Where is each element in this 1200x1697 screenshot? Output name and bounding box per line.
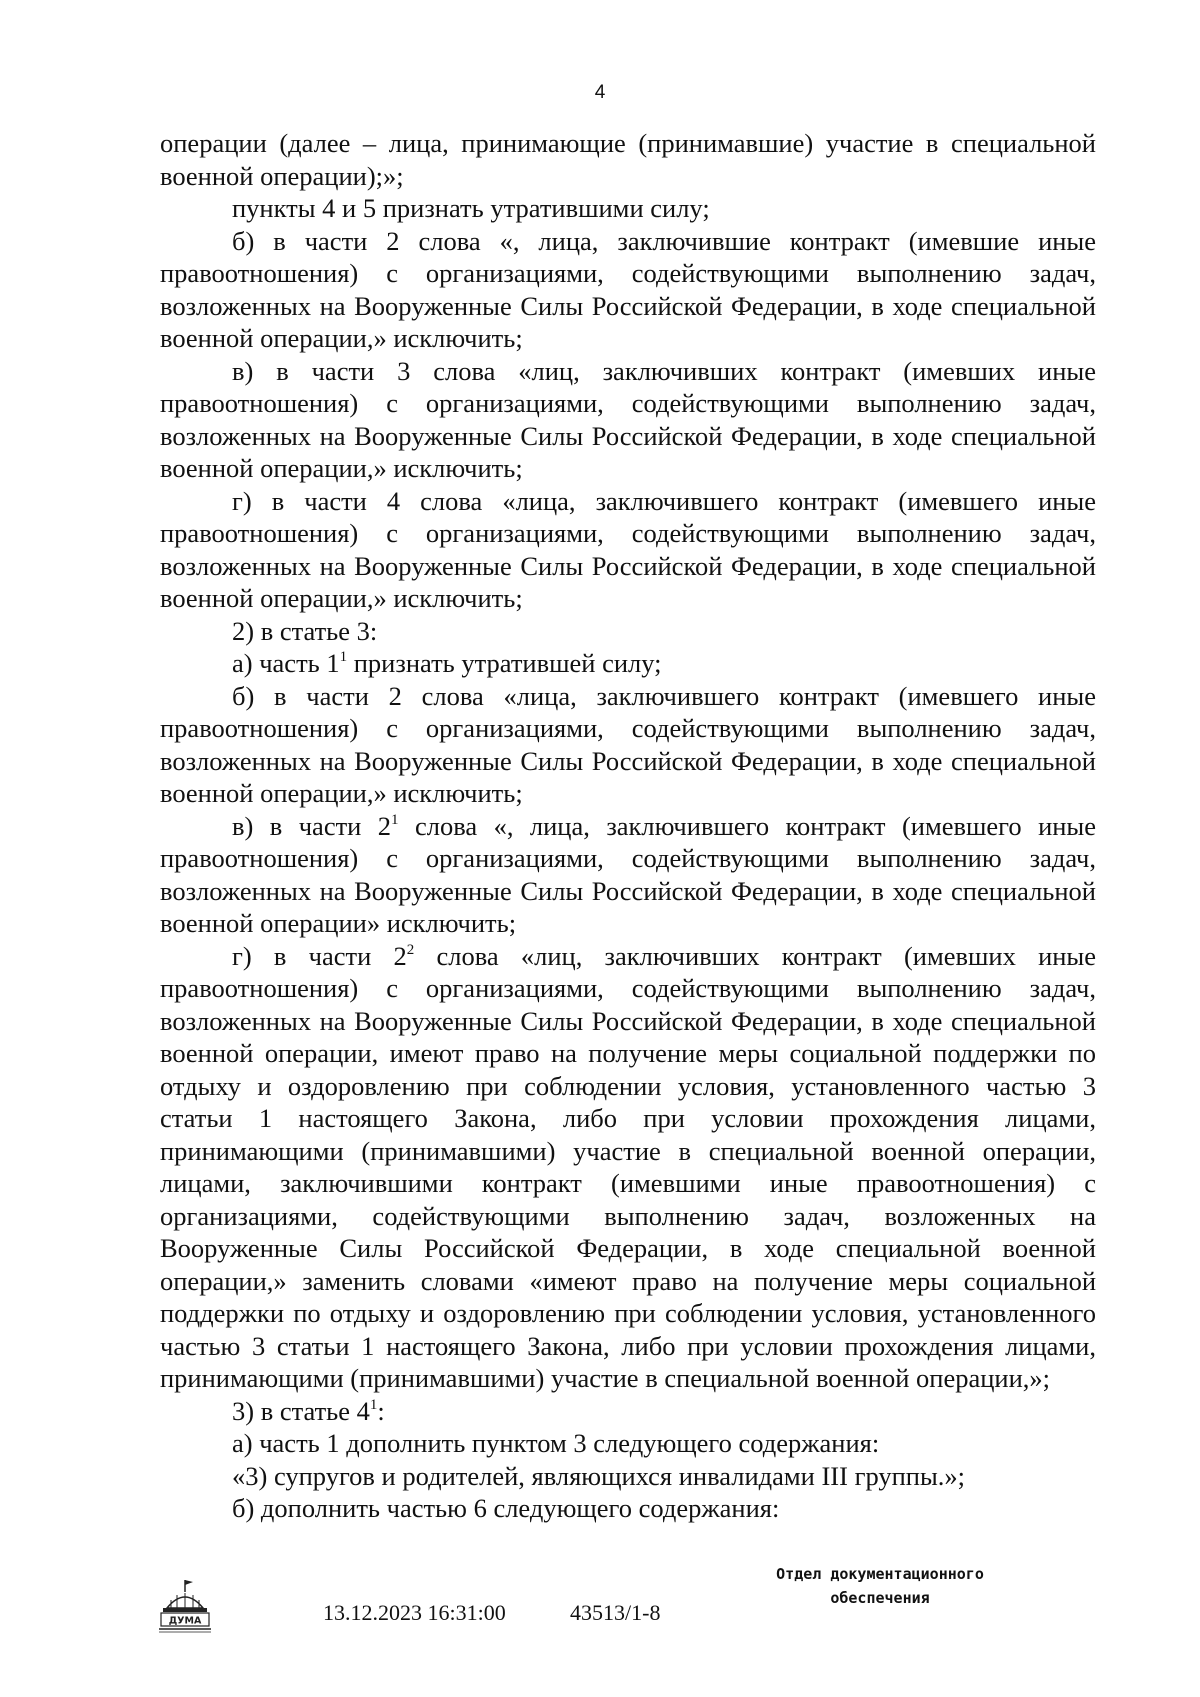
paragraph-text: 3) в статье 4 — [232, 1395, 370, 1426]
paragraph — [160, 192, 1096, 225]
department-line-1: Отдел документационного — [776, 1565, 984, 1583]
paragraph-text: г) в части 4 слова «лица, заключившего контракт (имевшего иные правоотношения) с организациями, содействующими выполнению задач, возложенных на Вооруженные Силы Российской Федерации, в ходе специальной военной операции,» исключить; — [160, 485, 1096, 613]
paragraph-text: признать утратившей силу; — [347, 648, 662, 678]
superscript: 1 — [391, 811, 399, 828]
paragraph-text: «3) супругов и родителей, являющихся инвалидами III группы.»; — [232, 1460, 965, 1491]
paragraph — [160, 355, 1096, 485]
paragraph — [160, 1492, 1096, 1525]
paragraph — [160, 1460, 1096, 1493]
duma-logo-icon — [157, 1578, 213, 1636]
paragraph — [160, 127, 1096, 192]
paragraph-text: б) в части 2 слова «лица, заключившего контракт (имевшего иные правоотношения) с организациями, содействующими выполнению задач, возложенных на Вооруженные Силы Российской Федерации, в ходе специальной военной операции,» исключить; — [160, 680, 1096, 808]
paragraph — [160, 225, 1096, 355]
paragraph-text: слова «, лица, заключившего контракт (имевшего иные правоотношения) с организациями, содействующими выполнению задач, возложенных на Вооруженные Силы Российской Федерации, в ходе специальной военной операции» исключить; — [160, 810, 1096, 938]
paragraph-text: слова «лиц, заключивших контракт (имевших иные правоотношения) с организациями, содействующими выполнению задач, возложенных на Вооруженные Силы Российской Федерации, в ходе специальной военной операции, имеют право на получение меры социальной поддержки по отдыху и оздоровлению при соблюдении условия, установленного частью 3 статьи 1 настоящего Закона, либо при условии прохождения лицами, принимающими (принимавшими) участие в специальной военной операции, лицами, заключившими контракт (имевшими иные правоотношения) с организациями, содействующими выполнению задач, возложенных на Вооруженные Силы Российской Федерации, в ходе специальной военной операции,» заменить словами «имеют право на получение меры социальной поддержки по отдыху и оздоровлению при соблюдении условия, установленного частью 3 статьи 1 настоящего Закона, либо при условии прохождения лицами, принимающими (принимавшими) участие в специальной военной операции,»; — [160, 940, 1096, 1393]
page-number: 4 — [594, 82, 606, 103]
paragraph-text: операции (далее – лица, принимающие (принимавшие) участие в специальной военной операции);»; — [160, 128, 1096, 191]
footer-department-stamp — [735, 1562, 1025, 1610]
paragraph-text: в) в части 2 — [232, 810, 392, 841]
paragraph-text: а) часть 1 — [232, 648, 340, 678]
paragraph — [160, 810, 1096, 940]
footer-registration-number: 43513/1-8 — [570, 1600, 661, 1625]
paragraph — [160, 680, 1096, 810]
paragraph — [160, 485, 1096, 615]
paragraph-text: : — [377, 1395, 385, 1426]
paragraph-text: б) в части 2 слова «, лица, заключившие контракт (имевшие иные правоотношения) с организациями, содействующими выполнению задач, возложенных на Вооруженные Силы Российской Федерации, в ходе специальной военной операции,» исключить; — [160, 225, 1096, 353]
paragraph-text: 2) в статье 3: — [232, 615, 378, 646]
svg-text:ДУМА: ДУМА — [168, 1615, 202, 1627]
paragraph-text: г) в части 2 — [232, 940, 407, 971]
paragraph — [160, 647, 1096, 680]
footer-date: 13.12.2023 16:31:00 — [323, 1600, 506, 1625]
superscript: 1 — [369, 1396, 378, 1413]
superscript: 2 — [406, 941, 415, 958]
paragraph — [160, 940, 1096, 1395]
superscript: 1 — [339, 649, 348, 665]
paragraph-text: б) дополнить частью 6 следующего содержания: — [232, 1493, 780, 1523]
paragraph — [160, 615, 1096, 648]
paragraph-text: пункты 4 и 5 признать утратившими силу; — [232, 193, 710, 223]
paragraph-text: а) часть 1 дополнить пунктом 3 следующего содержания: — [232, 1428, 880, 1458]
paragraph-text: в) в части 3 слова «лиц, заключивших контракт (имевших иные правоотношения) с организациями, содействующими выполнению задач, возложенных на Вооруженные Силы Российской Федерации, в ходе специальной военной операции,» исключить; — [160, 355, 1096, 483]
department-line-2: обеспечения — [830, 1589, 930, 1607]
document-body — [160, 127, 1096, 1525]
paragraph — [160, 1427, 1096, 1460]
paragraph — [160, 1395, 1096, 1428]
